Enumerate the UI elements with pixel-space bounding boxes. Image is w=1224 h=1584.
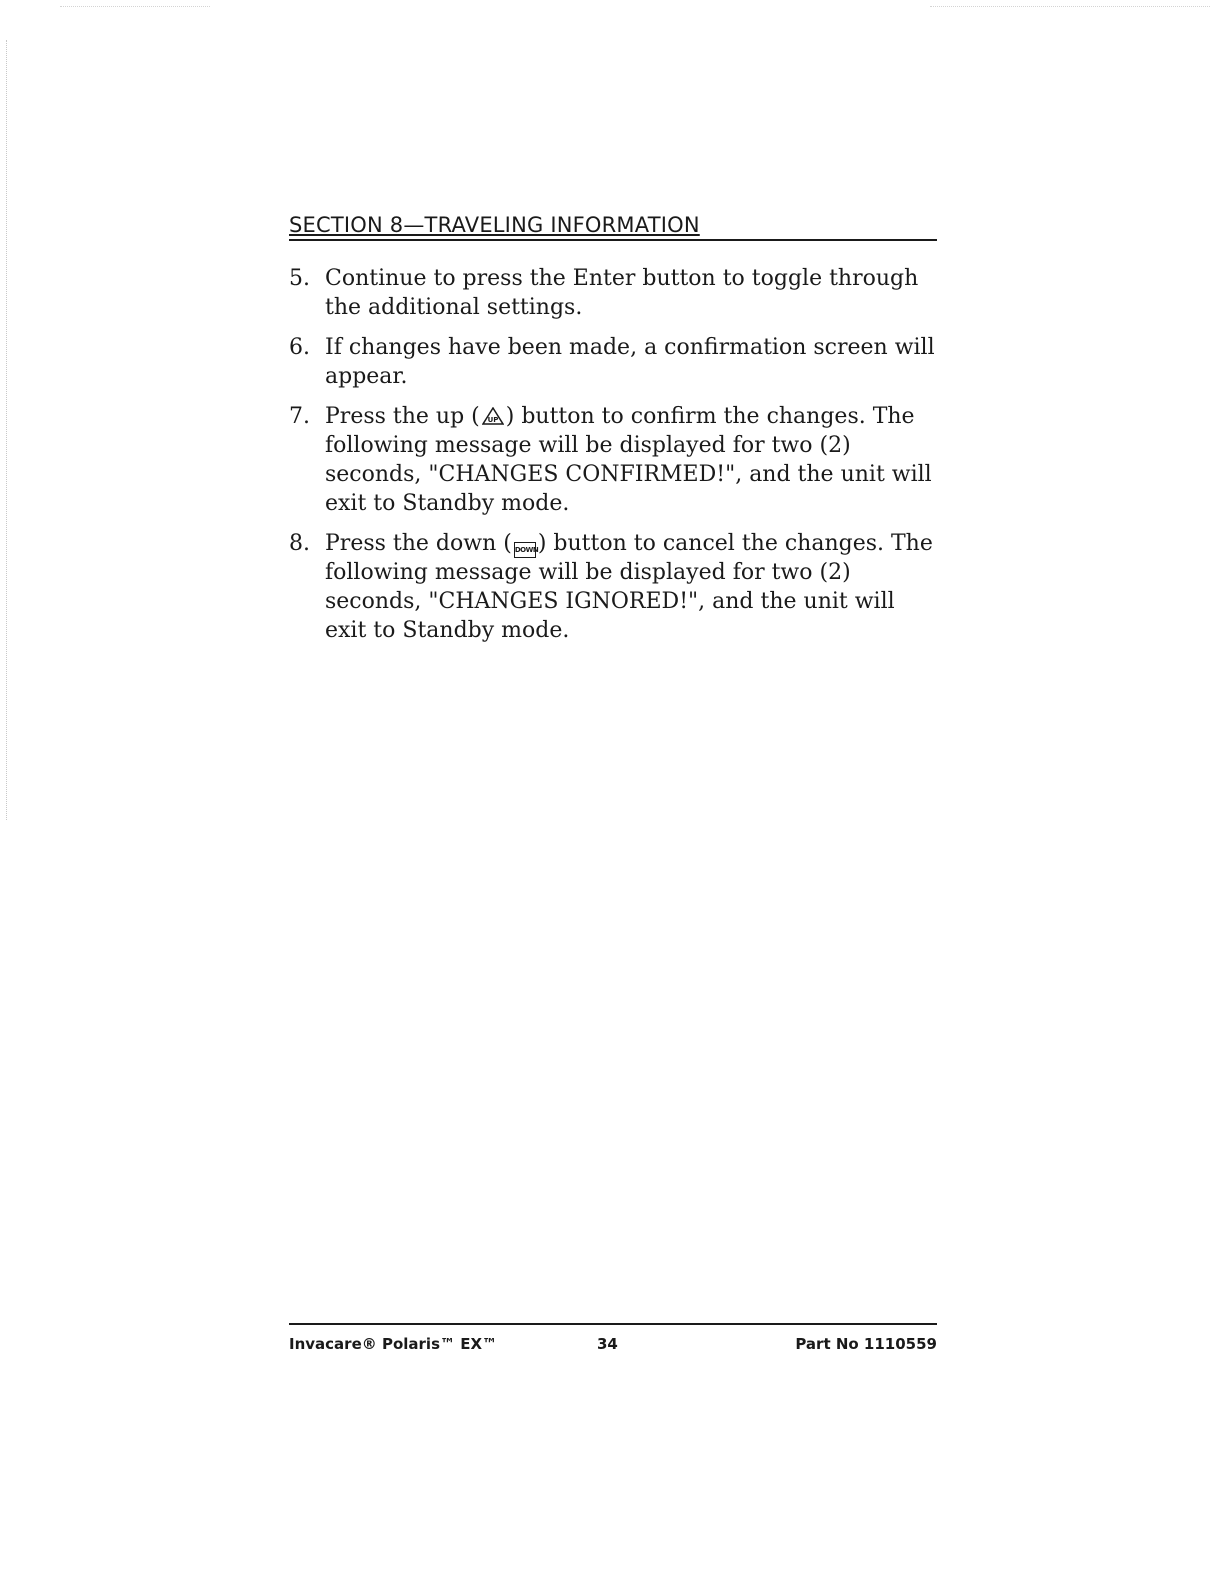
step-text-after: ) button to confirm the changes. The following message will be displayed for two (2) seconds, "CHANGES CONFIRMED!", and the unit will exit to Standby mode. <box>325 404 932 516</box>
step-number: 7. <box>289 404 310 429</box>
step-7 <box>289 402 937 518</box>
up-arrow-button-icon <box>482 407 504 425</box>
step-number: 5. <box>289 266 310 291</box>
footer-page-number: 34 <box>597 1335 618 1353</box>
step-text-after: ) button to cancel the changes. The following message will be displayed for two (2) seconds, "CHANGES IGNORED!", and the unit will exit to Standby mode. <box>325 531 933 643</box>
step-5 <box>289 264 937 322</box>
instruction-list <box>289 264 937 656</box>
scan-edge-mark <box>6 40 7 820</box>
section-title: SECTION 8—TRAVELING INFORMATION <box>289 213 700 237</box>
step-text: Continue to press the Enter button to toggle through the additional settings. <box>325 266 919 320</box>
section-header <box>289 212 937 241</box>
step-text <box>325 402 937 518</box>
step-text <box>325 529 937 645</box>
footer-part-number: Part No 1110559 <box>795 1335 937 1353</box>
down-arrow-button-icon: DOWN <box>514 542 536 558</box>
step-6 <box>289 333 937 391</box>
step-number: 8. <box>289 531 310 556</box>
step-8 <box>289 529 937 645</box>
page-footer <box>289 1323 937 1355</box>
step-text-before: Press the down ( <box>325 531 512 556</box>
scan-top-dots <box>930 6 1210 7</box>
step-text: If changes have been made, a confirmation screen will appear. <box>325 335 935 389</box>
step-number: 6. <box>289 335 310 360</box>
up-icon-label: UP <box>487 416 499 424</box>
step-text-before: Press the up ( <box>325 404 480 429</box>
footer-product: Invacare® Polaris™ EX™ <box>289 1335 498 1353</box>
scan-top-dots <box>60 6 210 7</box>
